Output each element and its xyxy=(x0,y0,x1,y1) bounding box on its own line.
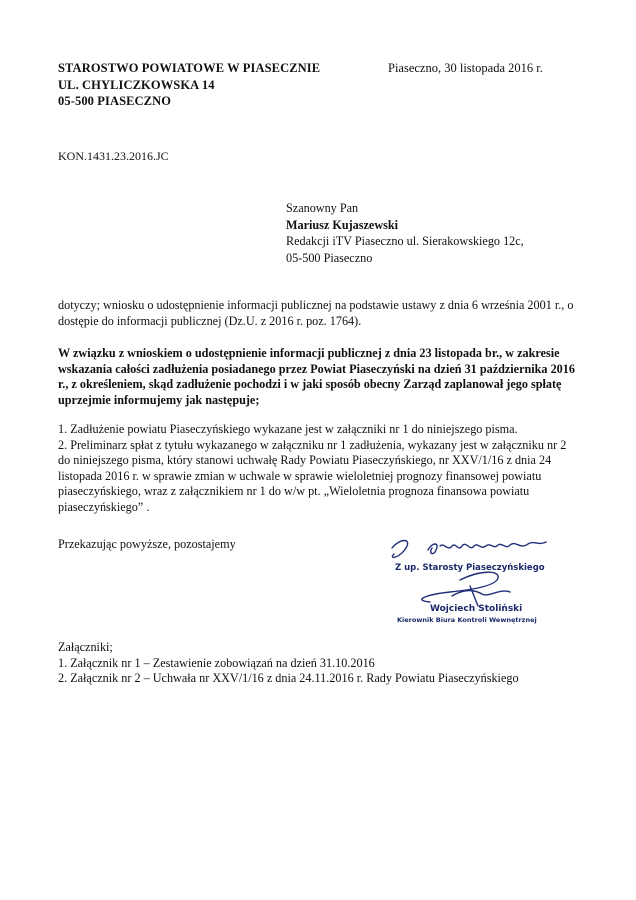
points-list xyxy=(58,422,578,515)
attachments-heading: Załączniki; xyxy=(58,640,113,654)
subject-paragraph: dotyczy; wniosku o udostępnienie informacji publicznej na podstawie ustawy z dnia 6 września 2001 r., o dostępie do informacji publicznej (Dz.U. z 2016 r. poz. 1764). xyxy=(58,298,574,328)
reference-number: KON.1431.23.2016.JC xyxy=(58,149,169,163)
recipient-address-line1: Redakcji iTV Piaseczno ul. Sierakowskiego 12c, xyxy=(286,234,524,248)
signatory-name: Wojciech Stoliński xyxy=(430,604,523,614)
letter-date: Piaseczno, 30 listopada 2016 r. xyxy=(388,61,543,75)
recipient-address-line2: 05-500 Piaseczno xyxy=(286,250,373,265)
list-item: 1. Zadłużenie powiatu Piaseczyńskiego wykazane jest w załączniki nr 1 do niniejszego pisma. xyxy=(58,422,518,436)
intro-paragraph: W związku z wnioskiem o udostępnienie informacji publicznej z dnia 23 listopada br., w zakresie wskazania całości zadłużenia posiadanego przez Powiat Piaseczyński na dzień 31 października 2016 r., z określeniem, skąd zadłużenie pochodzi i w jaki sposób obecny Zarząd zaplanował jego spłatę uprzejmie informujemy jak następuje; xyxy=(58,346,575,407)
list-item: 2. Załącznik nr 2 – Uchwała nr XXV/1/16 z dnia 24.11.2016 r. Rady Powiatu Piaseczyńskiego xyxy=(58,671,519,685)
sender-block xyxy=(58,60,320,110)
sender-name: STAROSTWO POWIATOWE W PIASECZNIE xyxy=(58,61,321,75)
attachments-block xyxy=(58,640,519,687)
signatory-role: Kierownik Biura Kontroli Wewnętrznej xyxy=(397,616,537,624)
recipient-salutation: Szanowny Pan xyxy=(286,201,359,215)
sender-street: UL. CHYLICZKOWSKA 14 xyxy=(58,77,215,92)
sender-city: 05-500 PIASECZNO xyxy=(58,94,172,108)
recipient-block xyxy=(286,200,524,266)
signature-stamp-line: Z up. Starosty Piaseczyńskiego xyxy=(395,563,545,573)
recipient-name: Mariusz Kujaszewski xyxy=(286,217,399,232)
closing-line: Przekazując powyższe, pozostajemy xyxy=(58,537,236,551)
list-item: 2. Preliminarz spłat z tytułu wykazanego w załączniku nr 1 zadłużenia, wykazany jest w załączniku nr 2 do niniejszego pisma, który stanowi uchwałę Rady Powiatu Piaseczyńskiego, nr XXV/1/16 z dnia 24 listopada 2016 r. w sprawie zmian w uchwale w sprawie wieloletniej prognozy finansowej powiatu piaseczyńskiego, wraz z załącznikiem nr 1 do w/w pt. „Wieloletnia prognoza finansowa powiatu piaseczyńskiego” . xyxy=(58,437,567,514)
list-item: 1. Załącznik nr 1 – Zestawienie zobowiązań na dzień 31.10.2016 xyxy=(58,655,375,670)
